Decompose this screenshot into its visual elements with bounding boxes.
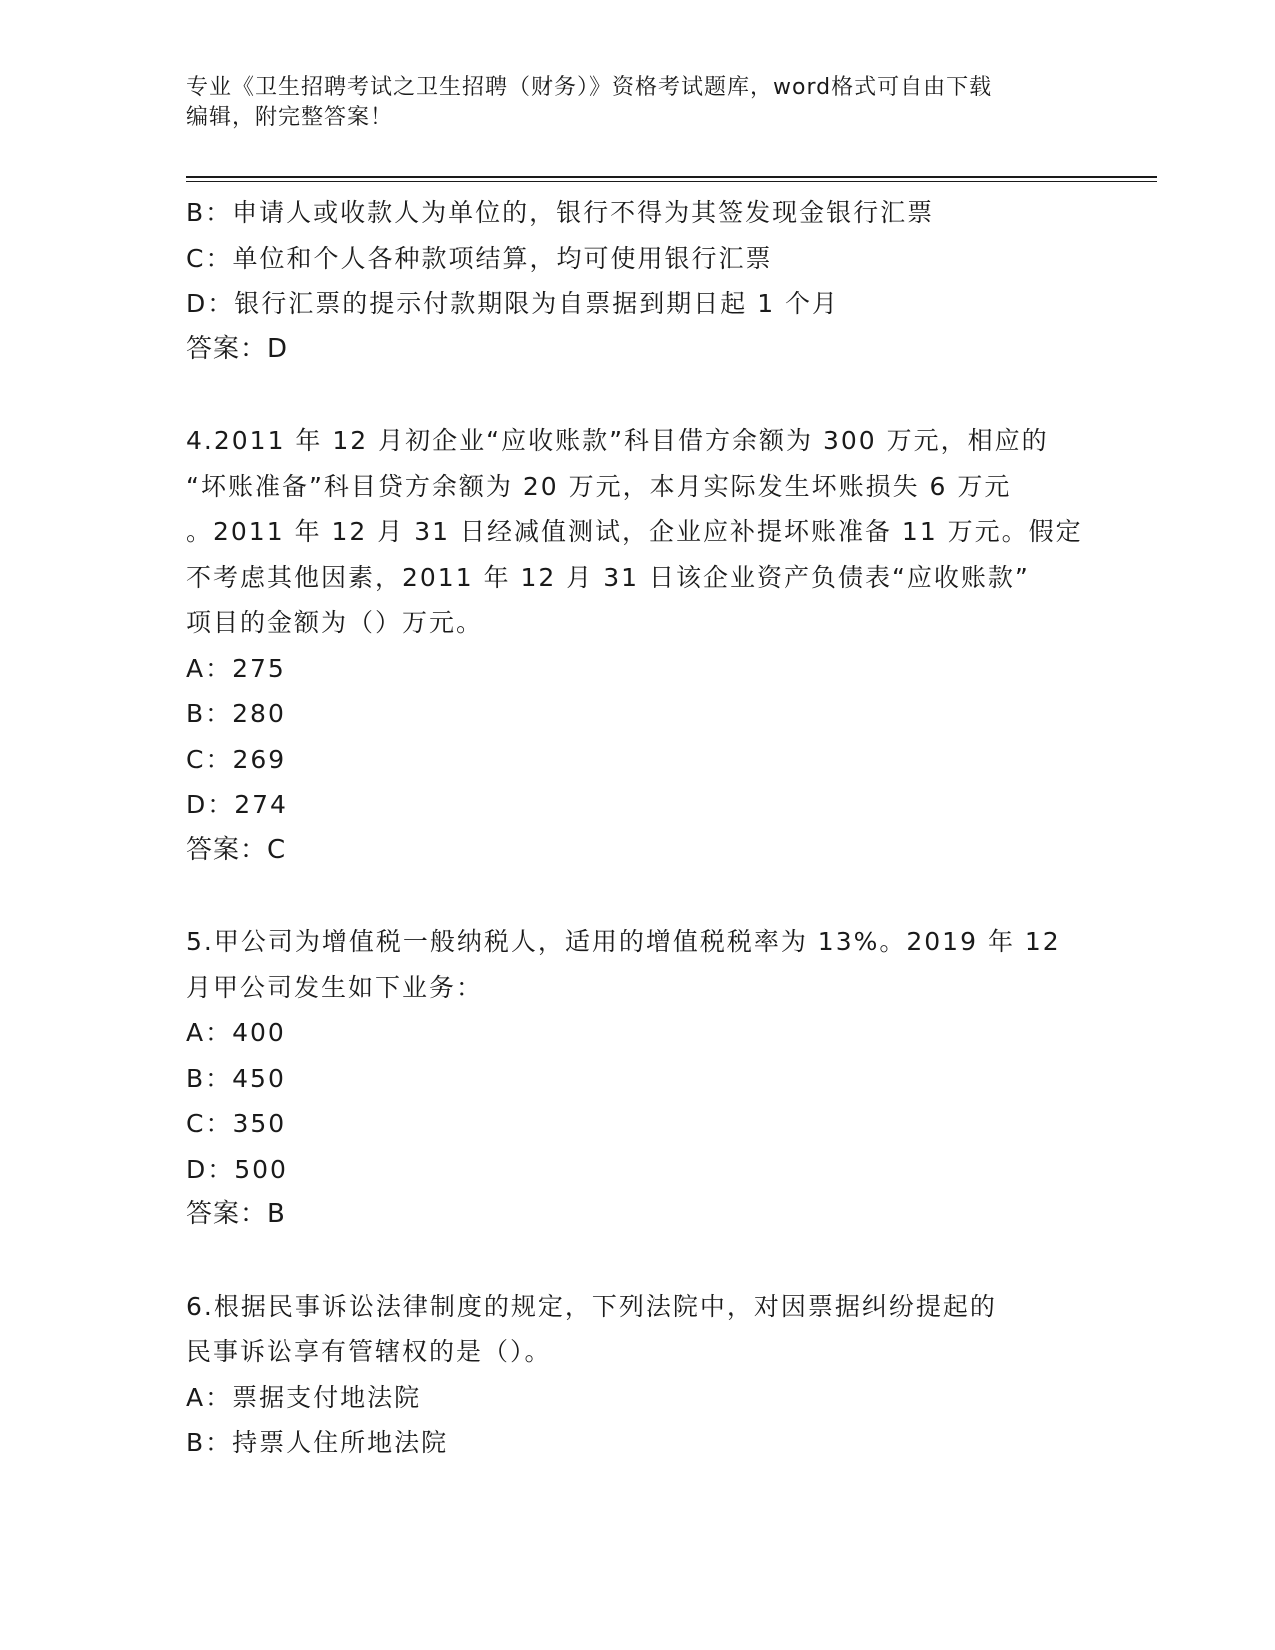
option-d: D：银行汇票的提示付款期限为自票据到期日起 1 个月 bbox=[186, 289, 840, 318]
option-a: A：400 bbox=[186, 1018, 286, 1047]
header-line-2: 编辑，附完整答案！ bbox=[186, 105, 394, 130]
option-c: C：269 bbox=[186, 744, 287, 774]
option-d: D：274 bbox=[186, 790, 288, 819]
question-stem-line: 5.甲公司为增值税一般纳税人，适用的增值税税率为 13%。2019 年 12 bbox=[186, 927, 1061, 956]
header-line-1: 专业《卫生招聘考试之卫生招聘（财务）》资格考试题库，word格式可自由下载 bbox=[186, 75, 993, 100]
option-b: B：280 bbox=[186, 699, 286, 728]
answer-line: 答案：B bbox=[186, 1199, 286, 1229]
question-4 bbox=[186, 418, 1086, 873]
option-d: D：500 bbox=[186, 1154, 288, 1184]
document-header bbox=[186, 73, 1086, 133]
option-a: A：275 bbox=[186, 653, 286, 683]
question-stem-line: 6.根据民事诉讼法律制度的规定，下列法院中，对因票据纠纷提起的 bbox=[186, 1291, 997, 1321]
question-stem-line: 4.2011 年 12 月初企业“应收账款”科目借方余额为 300 万元，相应的 bbox=[186, 426, 1049, 455]
option-b: B：申请人或收款人为单位的，银行不得为其签发现金银行汇票 bbox=[186, 198, 935, 227]
question-5 bbox=[186, 919, 1086, 1238]
question-6 bbox=[186, 1284, 1086, 1466]
option-b: B：450 bbox=[186, 1063, 286, 1093]
question-stem-line: 月甲公司发生如下业务： bbox=[186, 972, 484, 1002]
header-divider-thin bbox=[186, 181, 1157, 182]
question-stem-line: 项目的金额为（）万元。 bbox=[186, 608, 484, 637]
answer-line: 答案：D bbox=[186, 333, 289, 364]
option-a: A：票据支付地法院 bbox=[186, 1382, 422, 1412]
option-c: C：350 bbox=[186, 1109, 287, 1138]
question-stem-line: “坏账准备”科目贷方余额为 20 万元，本月实际发生坏账损失 6 万元 bbox=[186, 471, 1012, 501]
question-content bbox=[186, 190, 1086, 1466]
question-3-tail bbox=[186, 190, 1086, 372]
option-c: C：单位和个人各种款项结算，均可使用银行汇票 bbox=[186, 243, 773, 273]
question-stem-line: 。2011 年 12 月 31 日经减值测试，企业应补提坏账准备 11 万元。假定 bbox=[186, 517, 1083, 546]
option-b: B：持票人住所地法院 bbox=[186, 1428, 449, 1457]
header-divider-thick bbox=[186, 176, 1157, 178]
question-stem-line: 不考虑其他因素，2011 年 12 月 31 日该企业资产负债表“应收账款” bbox=[186, 562, 1030, 592]
question-stem-line: 民事诉讼享有管辖权的是（）。 bbox=[186, 1337, 552, 1366]
answer-line: 答案：C bbox=[186, 834, 287, 865]
